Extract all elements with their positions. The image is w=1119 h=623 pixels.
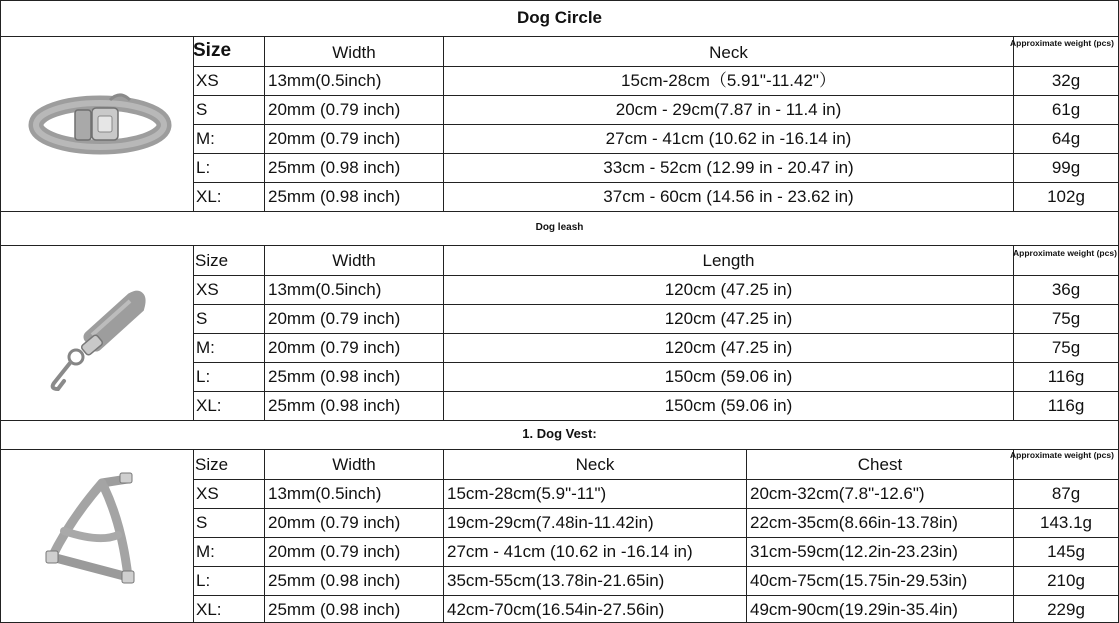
collar-neck-m: 27cm - 41cm (10.62 in -16.14 in) bbox=[605, 129, 852, 148]
grid-line bbox=[0, 211, 1119, 212]
vest-width-xl: 25mm (0.98 inch) bbox=[268, 600, 401, 619]
collar-neck-l: 33cm - 52cm (12.99 in - 20.47 in) bbox=[603, 158, 854, 177]
collar-size-xs: XS bbox=[196, 71, 219, 90]
leash-width-m: 20mm (0.79 inch) bbox=[268, 338, 401, 357]
vest-neck-l: 35cm-55cm(13.78in-21.65in) bbox=[447, 571, 665, 590]
leash-size-s: S bbox=[196, 309, 208, 328]
vest-weight-xl: 229g bbox=[1047, 600, 1085, 619]
leash-weight-s: 75g bbox=[1051, 309, 1081, 328]
vest-width-s: 20mm (0.79 inch) bbox=[268, 513, 401, 532]
leash-length-xs: 120cm (47.25 in) bbox=[664, 280, 793, 299]
vest-header-chest: Chest bbox=[857, 455, 903, 474]
vest-neck-s: 19cm-29cm(7.48in-11.42in) bbox=[447, 513, 654, 532]
collar-header-weight: Approximate weight (pcs) bbox=[1010, 38, 1114, 48]
vest-weight-l: 210g bbox=[1047, 571, 1085, 590]
leash-width-xl: 25mm (0.98 inch) bbox=[268, 396, 401, 415]
leash-length-m: 120cm (47.25 in) bbox=[664, 338, 793, 357]
leash-header-weight: Approximate weight (pcs) bbox=[1013, 248, 1117, 258]
collar-neck-xl: 37cm - 60cm (14.56 in - 23.62 in) bbox=[603, 187, 854, 206]
leash-weight-m: 75g bbox=[1051, 338, 1081, 357]
vest-size-m: M: bbox=[196, 542, 215, 561]
collar-neck-xs: 15cm-28cm（5.91"-11.42"） bbox=[621, 71, 836, 90]
collar-header-neck: Neck bbox=[709, 43, 748, 62]
vest-chest-s: 22cm-35cm(8.66in-13.78in) bbox=[750, 513, 958, 532]
collar-width-s: 20mm (0.79 inch) bbox=[268, 100, 401, 119]
grid-line bbox=[193, 245, 194, 420]
dog-collar-icon bbox=[20, 80, 180, 170]
vest-header-weight: Approximate weight (pcs) bbox=[1010, 450, 1114, 460]
grid-line bbox=[0, 36, 1119, 37]
vest-image bbox=[30, 465, 160, 605]
dog-leash-icon bbox=[30, 285, 150, 395]
leash-weight-xl: 116g bbox=[1047, 396, 1085, 415]
vest-neck-xs: 15cm-28cm(5.9"-11") bbox=[447, 484, 607, 503]
vest-chest-xs: 20cm-32cm(7.8"-12.6") bbox=[750, 484, 925, 503]
collar-weight-s: 61g bbox=[1051, 100, 1081, 119]
vest-header-width: Width bbox=[332, 455, 376, 474]
vest-size-s: S bbox=[196, 513, 208, 532]
leash-weight-xs: 36g bbox=[1051, 280, 1081, 299]
leash-header-length: Length bbox=[702, 251, 755, 270]
collar-size-xl: XL: bbox=[196, 187, 222, 206]
collar-width-m: 20mm (0.79 inch) bbox=[268, 129, 401, 148]
vest-weight-s: 143.1g bbox=[1040, 513, 1092, 532]
leash-size-xs: XS bbox=[196, 280, 219, 299]
vest-chest-xl: 49cm-90cm(19.29in-35.4in) bbox=[750, 600, 958, 619]
vest-width-m: 20mm (0.79 inch) bbox=[268, 542, 401, 561]
leash-size-xl: XL: bbox=[196, 396, 222, 415]
leash-width-s: 20mm (0.79 inch) bbox=[268, 309, 401, 328]
collar-section-title: Dog Circle bbox=[516, 8, 603, 27]
grid-line bbox=[0, 245, 1119, 246]
vest-size-xl: XL: bbox=[196, 600, 222, 619]
vest-width-xs: 13mm(0.5inch) bbox=[268, 484, 382, 503]
collar-width-xl: 25mm (0.98 inch) bbox=[268, 187, 401, 206]
vest-chest-m: 31cm-59cm(12.2in-23.23in) bbox=[750, 542, 958, 561]
collar-weight-xl: 102g bbox=[1047, 187, 1085, 206]
collar-weight-m: 64g bbox=[1051, 129, 1081, 148]
collar-weight-l: 99g bbox=[1051, 158, 1081, 177]
leash-size-l: L: bbox=[196, 367, 211, 386]
vest-weight-m: 145g bbox=[1047, 542, 1085, 561]
collar-size-l: L: bbox=[196, 158, 211, 177]
collar-size-m: M: bbox=[196, 129, 215, 148]
collar-width-xs: 13mm(0.5inch) bbox=[268, 71, 382, 90]
leash-header-width: Width bbox=[332, 251, 376, 270]
leash-width-l: 25mm (0.98 inch) bbox=[268, 367, 401, 386]
leash-size-m: M: bbox=[196, 338, 215, 357]
leash-weight-l: 116g bbox=[1047, 367, 1085, 386]
collar-size-s: S bbox=[196, 100, 208, 119]
grid-line bbox=[0, 0, 1, 623]
vest-chest-l: 40cm-75cm(15.75in-29.53in) bbox=[750, 571, 968, 590]
collar-header-size: Size bbox=[193, 40, 232, 61]
collar-neck-s: 20cm - 29cm(7.87 in - 11.4 in) bbox=[615, 100, 842, 119]
vest-header-neck: Neck bbox=[575, 455, 615, 474]
grid-line bbox=[0, 420, 1119, 421]
vest-size-l: L: bbox=[196, 571, 211, 590]
vest-neck-xl: 42cm-70cm(16.54in-27.56in) bbox=[447, 600, 665, 619]
leash-length-s: 120cm (47.25 in) bbox=[664, 309, 793, 328]
leash-section-title: Dog leash bbox=[535, 222, 584, 233]
collar-image bbox=[20, 80, 180, 170]
collar-header-width: Width bbox=[332, 43, 376, 62]
vest-section-title: 1. Dog Vest: bbox=[522, 426, 597, 441]
leash-width-xs: 13mm(0.5inch) bbox=[268, 280, 382, 299]
grid-line bbox=[0, 449, 1119, 450]
dog-harness-icon bbox=[30, 465, 160, 605]
vest-size-xs: XS bbox=[196, 484, 219, 503]
leash-length-l: 150cm (59.06 in) bbox=[664, 367, 793, 386]
vest-weight-xs: 87g bbox=[1051, 484, 1081, 503]
leash-length-xl: 150cm (59.06 in) bbox=[664, 396, 793, 415]
grid-line bbox=[193, 449, 194, 623]
collar-weight-xs: 32g bbox=[1051, 71, 1081, 90]
leash-image bbox=[30, 285, 150, 395]
grid-line bbox=[0, 0, 1119, 1]
vest-width-l: 25mm (0.98 inch) bbox=[268, 571, 401, 590]
collar-width-l: 25mm (0.98 inch) bbox=[268, 158, 401, 177]
vest-neck-m: 27cm - 41cm (10.62 in -16.14 in) bbox=[447, 542, 693, 561]
vest-header-size: Size bbox=[195, 455, 229, 474]
leash-header-size: Size bbox=[195, 251, 229, 270]
